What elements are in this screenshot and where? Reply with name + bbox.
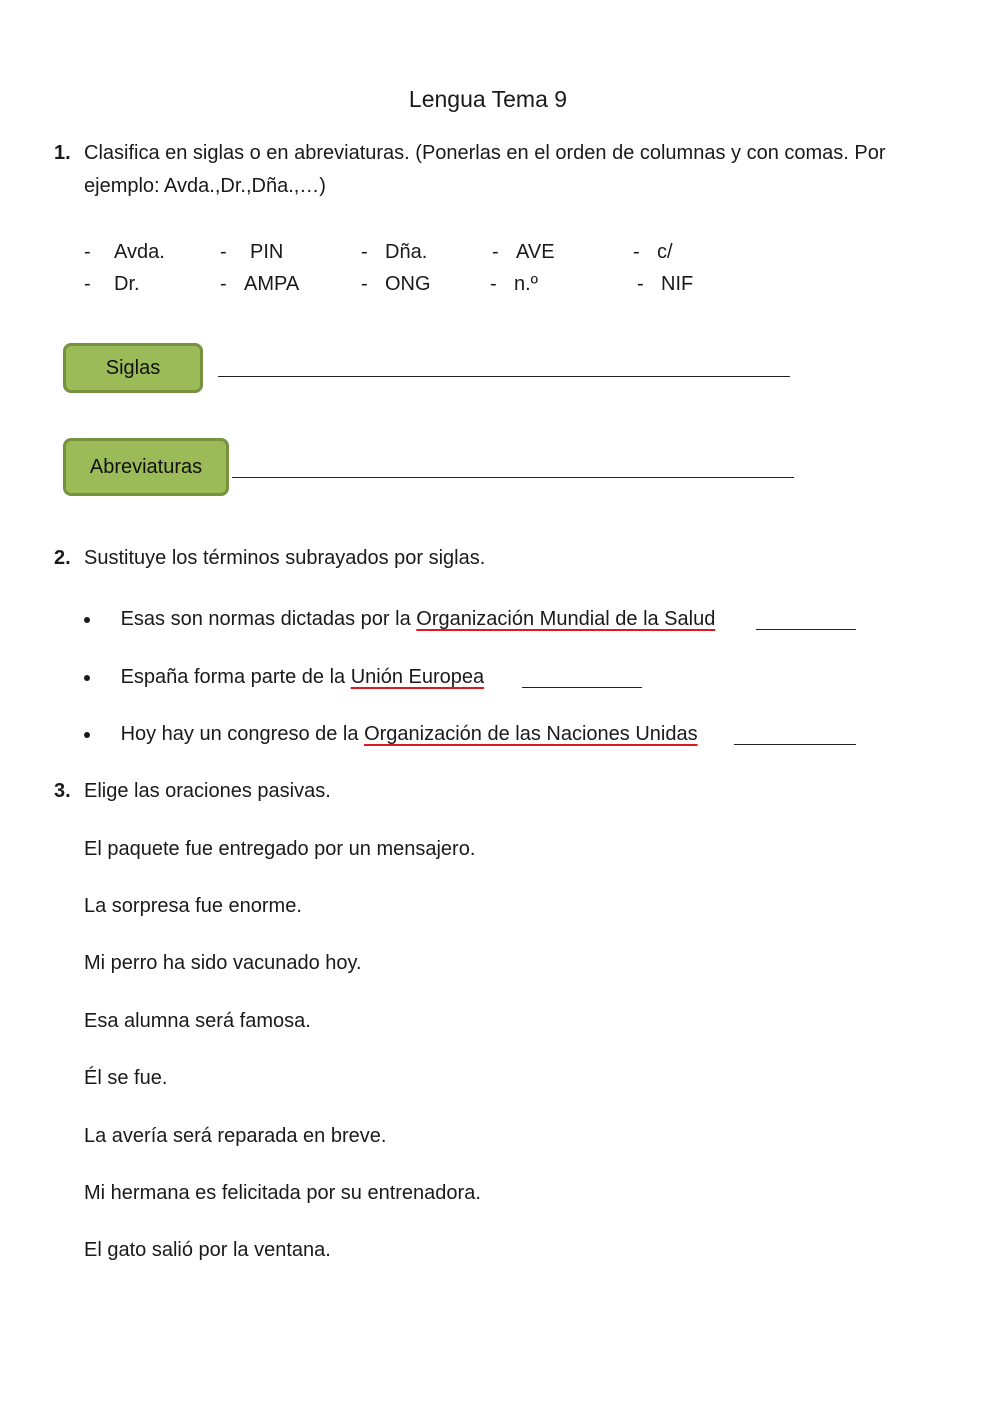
term-item: - ONG bbox=[361, 273, 431, 295]
sentence-option[interactable]: Mi hermana es felicitada por su entrenadora. bbox=[84, 1182, 481, 1204]
term-item: - AVE bbox=[492, 241, 555, 263]
page-title: Lengua Tema 9 bbox=[408, 86, 568, 112]
term-item: - PIN bbox=[220, 241, 284, 263]
underlined-term: Organización de las Naciones Unidas bbox=[364, 723, 698, 745]
q3-instruction: Elige las oraciones pasivas. bbox=[84, 780, 331, 802]
term-item: - NIF bbox=[637, 273, 694, 295]
answer-line[interactable] bbox=[734, 744, 856, 745]
list-item: Esas son normas dictadas por la Organización Mundial de la Salud bbox=[84, 608, 715, 631]
term-item: - c/ bbox=[633, 241, 673, 263]
q2-number: 2. bbox=[54, 547, 71, 569]
term-item: - n.º bbox=[490, 273, 538, 295]
term-item: - Avda. bbox=[84, 241, 165, 263]
sentence-option[interactable]: El gato salió por la ventana. bbox=[84, 1239, 331, 1261]
bullet-icon bbox=[84, 617, 90, 623]
term-item: - Dr. bbox=[84, 273, 140, 295]
list-item: España forma parte de la Unión Europea bbox=[84, 666, 484, 689]
q1-instruction-line2: ejemplo: Avda.,Dr.,Dña.,…) bbox=[84, 175, 326, 197]
q3-number: 3. bbox=[54, 780, 71, 802]
bullet-icon bbox=[84, 732, 90, 738]
underlined-term: Unión Europea bbox=[350, 666, 485, 688]
q1-instruction-line1: Clasifica en siglas o en abreviaturas. (Ponerlas en el orden de columnas y con comas. Por bbox=[84, 142, 886, 164]
abreviaturas-label-box bbox=[63, 438, 229, 496]
term-item: - AMPA bbox=[220, 273, 300, 295]
sentence-option[interactable]: La avería será reparada en breve. bbox=[84, 1125, 387, 1147]
term-item: - Dña. bbox=[361, 241, 428, 263]
abreviaturas-answer-line[interactable] bbox=[232, 477, 794, 478]
sentence-option[interactable]: La sorpresa fue enorme. bbox=[84, 895, 302, 917]
siglas-label: Siglas bbox=[105, 356, 161, 379]
bullet-icon bbox=[84, 675, 90, 681]
underlined-term: Organización Mundial de la Salud bbox=[416, 608, 716, 630]
sentence-option[interactable]: Esa alumna será famosa. bbox=[84, 1010, 311, 1032]
sentence-option[interactable]: Mi perro ha sido vacunado hoy. bbox=[84, 952, 362, 974]
siglas-answer-line[interactable] bbox=[218, 376, 790, 377]
q1-number: 1. bbox=[54, 142, 71, 164]
siglas-label-box bbox=[63, 343, 203, 393]
abreviaturas-label: Abreviaturas bbox=[89, 455, 203, 478]
sentence-option[interactable]: El paquete fue entregado por un mensajero. bbox=[84, 838, 476, 860]
list-item: Hoy hay un congreso de la Organización de las Naciones Unidas bbox=[84, 723, 698, 746]
answer-line[interactable] bbox=[522, 687, 642, 688]
q2-instruction: Sustituye los términos subrayados por siglas. bbox=[84, 547, 486, 569]
answer-line[interactable] bbox=[756, 629, 856, 630]
sentence-option[interactable]: Él se fue. bbox=[84, 1067, 168, 1089]
